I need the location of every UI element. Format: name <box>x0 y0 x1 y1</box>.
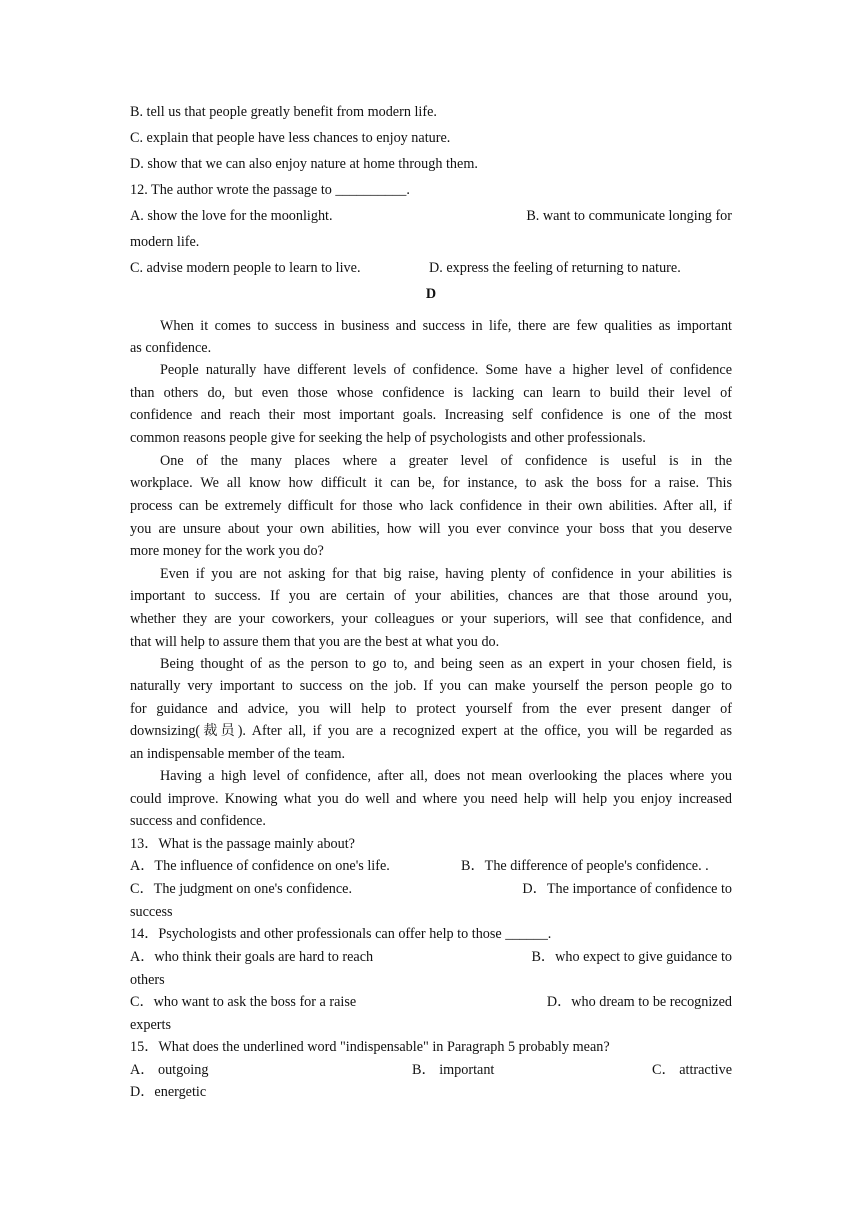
passage-line: common reasons people give for seeking the help of psychologists and other professionals. <box>130 430 646 446</box>
question-15-option-b: B． important <box>412 1062 495 1078</box>
passage-line: more money for the work you do? <box>130 543 324 559</box>
passage-line: you are unsure about your own abilities, how will you ever convince your boss that you deserve <box>130 521 732 537</box>
question-12-stem: 12. The author wrote the passage to __________. <box>130 182 410 198</box>
question-12-option-c: C. advise modern people to learn to live. <box>130 260 361 276</box>
question-15-stem: 15．What does the underlined word "indispensable" in Paragraph 5 probably mean? <box>130 1039 610 1055</box>
question-13-option-b: B．The difference of people's confidence. . <box>461 858 709 874</box>
question-13-option-d-cont: success <box>130 904 173 920</box>
section-heading: D <box>425 286 437 302</box>
passage-line: process can be extremely difficult for those who lack confidence in their own abilities. After all, if <box>130 498 732 514</box>
question-14-stem: 14．Psychologists and other professionals can offer help to those ______. <box>130 926 552 942</box>
question-13-option-a: A．The influence of confidence on one's life. <box>130 858 390 874</box>
passage-line: whether they are your coworkers, your colleagues or your superiors, will see that confidence, and <box>130 611 732 627</box>
question-15-option-c: C． attractive <box>652 1062 732 1078</box>
question-12-option-b: B. want to communicate longing for <box>526 208 732 224</box>
question-13-stem: 13．What is the passage mainly about? <box>130 836 355 852</box>
question-14-option-d: D．who dream to be recognized <box>546 994 732 1010</box>
passage-line: confidence and reach their most important goals. Increasing self confidence is one of the most <box>130 407 732 423</box>
passage-line: One of the many places where a greater level of confidence is useful is in the <box>160 453 732 469</box>
passage-line: success and confidence. <box>130 813 266 829</box>
question-12-option-b-cont: modern life. <box>130 234 200 250</box>
question-12-option-d: D. express the feeling of returning to nature. <box>429 260 681 276</box>
question-14-option-d-cont: experts <box>130 1017 171 1033</box>
passage-line: workplace. We all know how difficult it can be, for instance, to ask the boss for a raise. This <box>130 475 732 491</box>
passage-line: important to success. If you are certain of your abilities, chances are that those around you, <box>130 588 732 604</box>
question-13-option-d: D．The importance of confidence to <box>522 881 732 897</box>
passage-line: than others do, but even those whose confidence is lacking can learn to build their level of <box>130 385 732 401</box>
passage-line: for guidance and advice, you will help to protect yourself from the ever present danger of <box>130 701 732 717</box>
passage-line: Having a high level of confidence, after all, does not mean overlooking the places where you <box>160 768 732 784</box>
question-14-option-c: C．who want to ask the boss for a raise <box>130 994 357 1010</box>
question-14-option-a: A．who think their goals are hard to reach <box>130 949 374 965</box>
passage-line: Even if you are not asking for that big raise, having plenty of confidence in your abilities is <box>160 566 732 582</box>
question-14-option-b: B．who expect to give guidance to <box>531 949 732 965</box>
passage-line: People naturally have different levels of confidence. Some have a higher level of confidence <box>160 362 732 378</box>
question-15-option-a: A． outgoing <box>130 1062 209 1078</box>
question-15-option-d: D．energetic <box>130 1084 207 1100</box>
passage-line: as confidence. <box>130 340 212 356</box>
passage-line-underlined-word: an indispensable member of the team. <box>130 746 346 762</box>
option-c-prev: C. explain that people have less chances to enjoy nature. <box>130 130 451 146</box>
passage-line: Being thought of as the person to go to, and being seen as an expert in your chosen field, is <box>160 656 732 672</box>
passage-line: naturally very important to success on the job. If you can make yourself the person people go to <box>130 678 732 694</box>
option-b-prev: B. tell us that people greatly benefit from modern life. <box>130 104 437 120</box>
passage-line: that will help to assure them that you are the best at what you do. <box>130 634 500 650</box>
passage-line: When it comes to success in business and success in life, there are few qualities as important <box>160 318 732 334</box>
passage-line: could improve. Knowing what you do well and where you need help will help you enjoy increased <box>130 791 732 807</box>
option-d-prev: D. show that we can also enjoy nature at home through them. <box>130 156 478 172</box>
question-13-option-c: C．The judgment on one's confidence. <box>130 881 353 897</box>
question-14-option-b-cont: others <box>130 972 165 988</box>
passage-line: downsizing(裁员). After all, if you are a recognized expert at the office, you will be regarded as <box>130 723 732 739</box>
question-12-option-a: A. show the love for the moonlight. <box>130 208 333 224</box>
